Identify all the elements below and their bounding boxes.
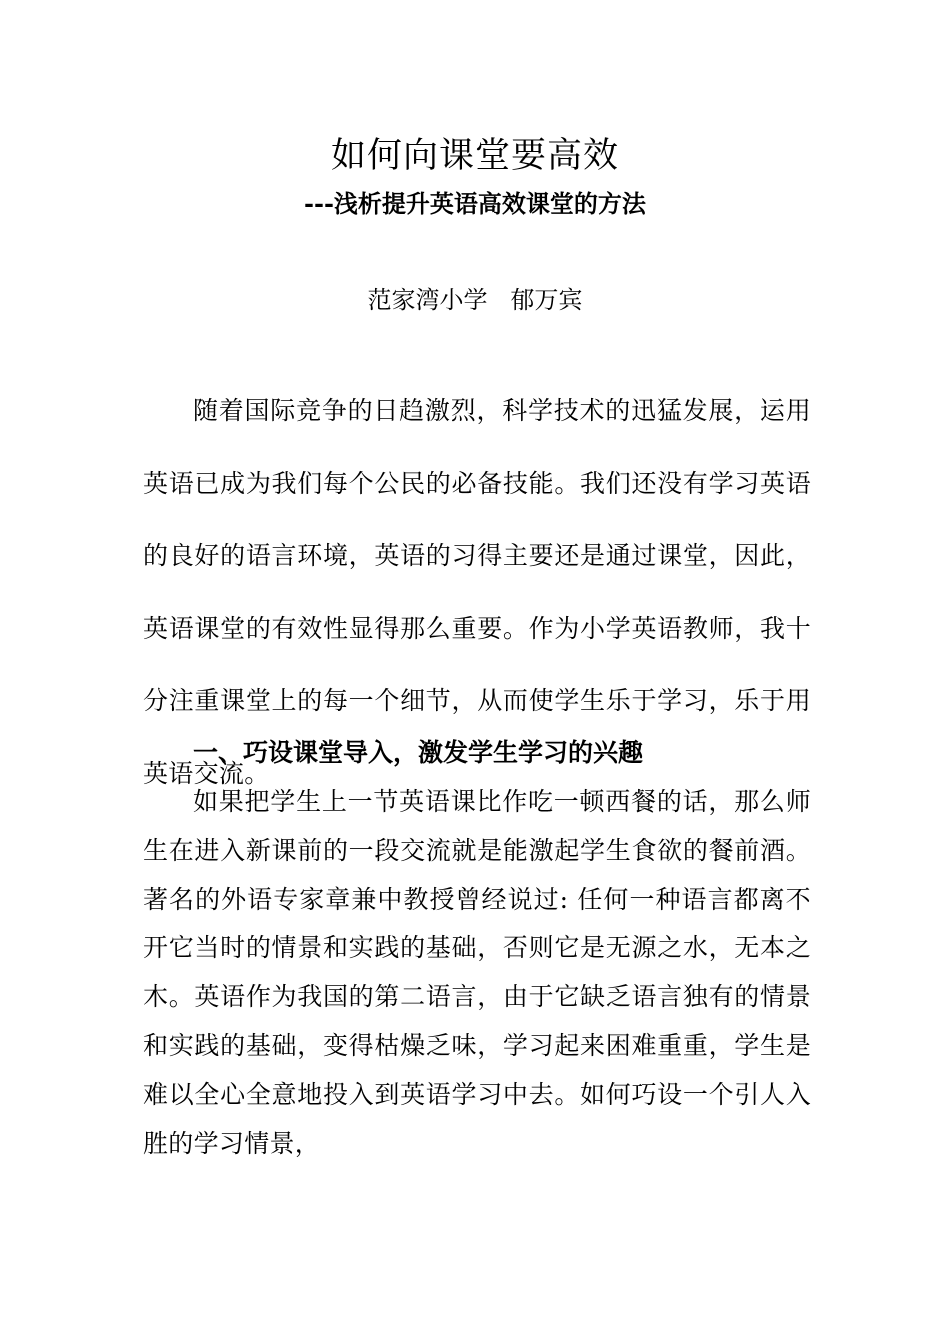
document-subtitle: ---浅析提升英语高效课堂的方法 bbox=[304, 189, 646, 218]
section-paragraph: 如果把学生上一节英语课比作吃一顿西餐的话，那么师生在进入新课前的一段交流就是能激起学生食欲的餐前酒。著名的外语专家章兼中教授曾经说过: 任何一种语言都离不开它当时的情景和实践的基础，否则它是无源之水，无本之木。英语作为我国的第二语言，由于它缺乏语言独有的情景和实践的基础，变得枯燥乏味，学习起来困难重重，学生是难以全心全意地投入到英语学习中去。如何巧设一个引人入胜的学习情景， bbox=[143, 787, 811, 1158]
intro-paragraph: 随着国际竞争的日趋激烈，科学技术的迅猛发展，运用英语已成为我们每个公民的必备技能。我们还没有学习英语的良好的语言环境，英语的习得主要还是通过课堂，因此，英语课堂的有效性显得那么重要。作为小学英语教师，我十分注重课堂上的每一个细节，从而使学生乐于学习，乐于用英语交流。 bbox=[143, 396, 811, 788]
author-line: 范家湾小学 郁万宾 bbox=[367, 286, 583, 314]
section-heading: 一、巧设课堂导入，激发学生学习的兴趣 bbox=[193, 738, 644, 767]
document-title: 如何向课堂要高效 bbox=[330, 136, 619, 176]
